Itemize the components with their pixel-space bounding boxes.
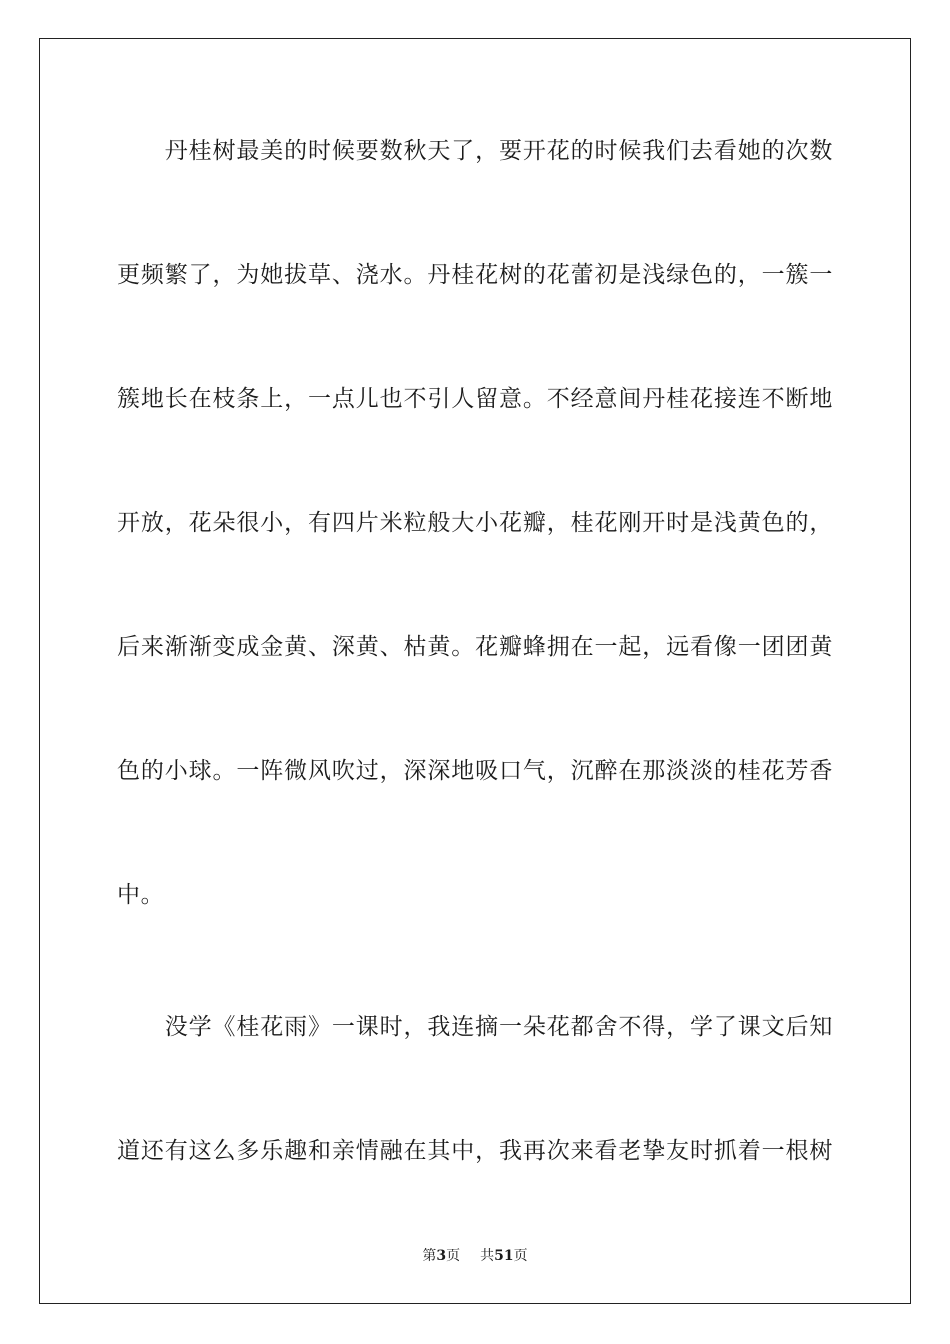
paragraph-line-1: 丹桂树最美的时候要数秋天了，要开花的时候我们去看她的次数 bbox=[117, 138, 833, 164]
page-current: 3 bbox=[436, 1248, 447, 1264]
page-border bbox=[39, 38, 911, 1304]
paragraph-line-5: 后来渐渐变成金黄、深黄、枯黄。花瓣蜂拥在一起，远看像一团团黄 bbox=[117, 634, 833, 660]
paragraph-line-3: 簇地长在枝条上，一点儿也不引人留意。不经意间丹桂花接连不断地 bbox=[117, 386, 833, 412]
paragraph-line-8: 没学《桂花雨》一课时，我连摘一朵花都舍不得，学了课文后知 bbox=[117, 1014, 833, 1040]
paragraph-line-9: 道还有这么多乐趣和亲情融在其中，我再次来看老挚友时抓着一根树 bbox=[117, 1138, 833, 1164]
page-prefix: 第 bbox=[422, 1248, 437, 1264]
paragraph-line-7: 中。 bbox=[117, 882, 165, 908]
paragraph-line-2: 更频繁了，为她拔草、浇水。丹桂花树的花蕾初是浅绿色的，一簇一 bbox=[117, 262, 833, 288]
total-prefix: 共 bbox=[480, 1248, 495, 1264]
page-footer bbox=[0, 1246, 950, 1266]
paragraph-line-6: 色的小球。一阵微风吹过，深深地吸口气，沉醉在那淡淡的桂花芳香 bbox=[117, 758, 833, 784]
total-pages: 51 bbox=[494, 1248, 514, 1264]
paragraph-line-4: 开放，花朵很小，有四片米粒般大小花瓣，桂花刚开时是浅黄色的， bbox=[117, 510, 833, 536]
page-unit: 页 bbox=[446, 1248, 461, 1264]
total-unit: 页 bbox=[513, 1248, 528, 1264]
